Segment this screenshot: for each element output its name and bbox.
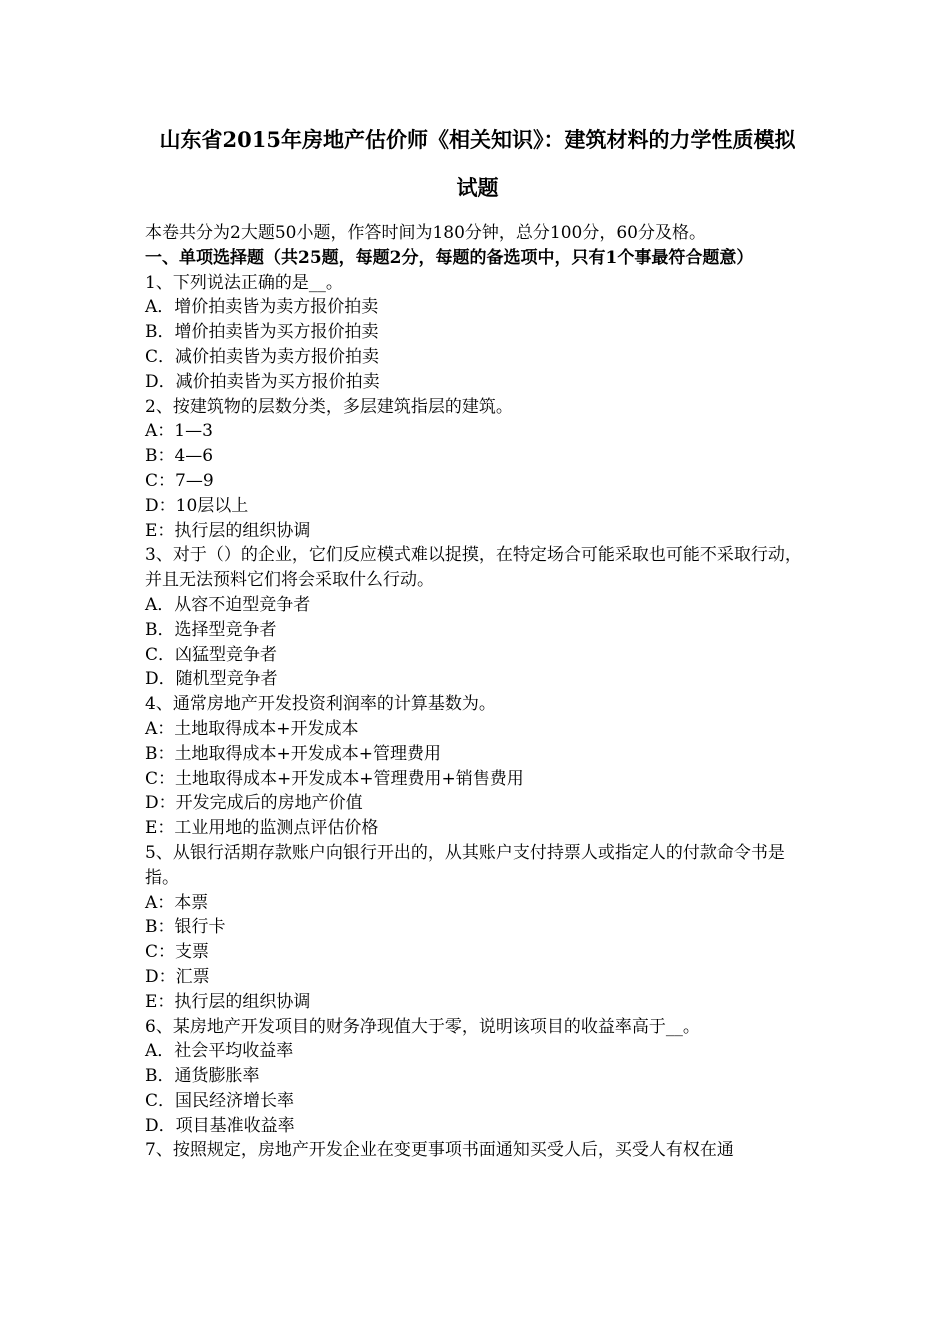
answer-option: A．社会平均收益率	[145, 1041, 294, 1062]
answer-option: C：土地取得成本+开发成本+管理费用+销售费用	[145, 768, 524, 789]
answer-option: E：工业用地的监测点评估价格	[145, 818, 379, 839]
answer-option: D．减价拍卖皆为买方报价拍卖	[145, 371, 380, 392]
question-stem: 3、对于（）的企业，它们反应模式难以捉摸，在特定场合可能采取也可能不采取行动，并且无法预料它们将会采取什么行动。	[145, 545, 802, 591]
answer-option: D．随机型竞争者	[145, 669, 278, 690]
answer-option: A：土地取得成本+开发成本	[145, 718, 359, 739]
answer-option: C：支票	[145, 942, 210, 963]
question-stem: 6、某房地产开发项目的财务净现值大于零，说明该项目的收益率高于__。	[145, 1016, 700, 1037]
answer-option: C．凶猛型竞争者	[145, 644, 278, 665]
answer-option: A．从容不迫型竞争者	[145, 594, 311, 615]
answer-option: B：土地取得成本+开发成本+管理费用	[145, 743, 441, 764]
section-heading: 一、单项选择题（共25题，每题2分，每题的备选项中，只有1个事最符合题意）	[145, 247, 754, 268]
question-stem: 5、从银行活期存款账户向银行开出的，从其账户支付持票人或指定人的付款命令书是指。	[145, 842, 785, 888]
document-title: 山东省2015年房地产估价师《相关知识》：建筑材料的力学性质模拟	[159, 127, 796, 152]
answer-option: C：7—9	[145, 470, 214, 491]
question-stem: 7、按照规定，房地产开发企业在变更事项书面通知买受人后，买受人有权在通	[145, 1140, 734, 1161]
question-stem: 2、按建筑物的层数分类，多层建筑指层的建筑。	[145, 396, 513, 417]
answer-option: A：本票	[145, 892, 209, 913]
question-stem: 4、通常房地产开发投资利润率的计算基数为。	[145, 694, 496, 715]
answer-option: C．国民经济增长率	[145, 1090, 295, 1111]
answer-option: C．减价拍卖皆为卖方报价拍卖	[145, 346, 380, 367]
document-title-continued: 试题	[456, 175, 499, 200]
document-body	[145, 221, 810, 1163]
answer-option: A．增价拍卖皆为卖方报价拍卖	[145, 297, 379, 318]
answer-option: B．选择型竞争者	[145, 619, 277, 640]
answer-option: D．项目基准收益率	[145, 1115, 295, 1136]
question-stem: 1、下列说法正确的是__。	[145, 272, 343, 293]
answer-option: D：开发完成后的房地产价值	[145, 793, 363, 814]
answer-option: D：汇票	[145, 966, 210, 987]
answer-option: E：执行层的组织协调	[145, 520, 311, 541]
answer-option: E：执行层的组织协调	[145, 991, 311, 1012]
answer-option: B：4—6	[145, 446, 214, 467]
answer-option: B．通货膨胀率	[145, 1066, 260, 1087]
answer-option: A：1—3	[145, 421, 213, 442]
answer-option: B．增价拍卖皆为买方报价拍卖	[145, 322, 379, 343]
answer-option: D：10层以上	[145, 495, 249, 516]
answer-option: B：银行卡	[145, 917, 226, 938]
exam-intro: 本卷共分为2大题50小题，作答时间为180分钟，总分100分，60分及格。	[145, 223, 706, 243]
